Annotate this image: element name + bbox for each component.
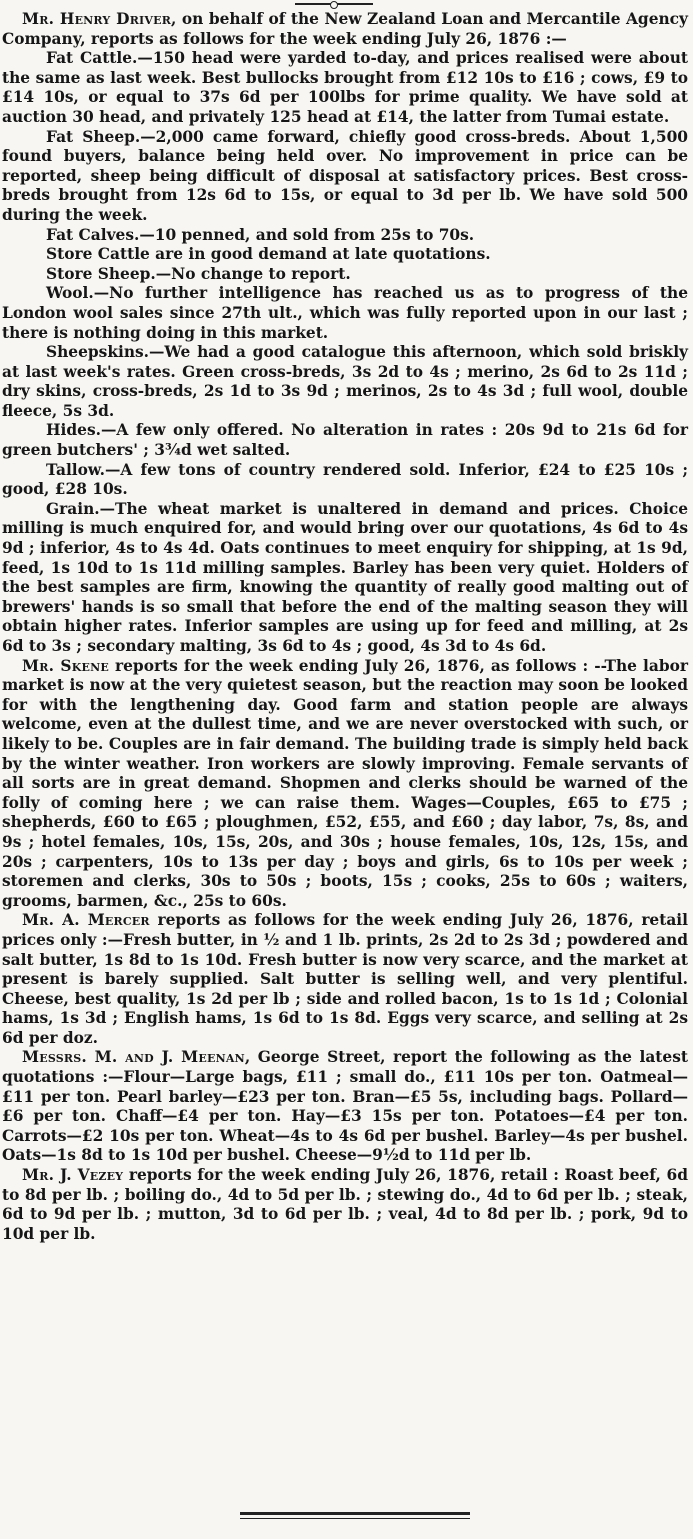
grain-paragraph: Grain.—The wheat market is unaltered in demand and prices. Choice milling is much enquired for, and would bring over our quotations, 4s 6d to 4s 9d ; inferior, 4s to 4s 4d. Oats continues to meet enquiry for shipping, at 1s 9d, feed, 1s 10d to 1s 11d milling samples. Barley has been very quiet. Holders of the best samples are firm, knowing the quantity of really good malting out of brewers' hands is so small that before the end of the malting season they will obtain higher rates. Inferior samples are using up for feed and milling, at 2s 6d to 3s ; secondary malting, 3s 6d to 4s ; good, 4s 3d to 4s 6d. [2, 499, 688, 655]
article-column [2, 10, 688, 1244]
reporter-name: Mr. A. Mercer [22, 911, 150, 930]
bottom-double-rule [240, 1512, 470, 1519]
report-mercer: Mr. A. Mercer reports as follows for the week ending July 26, 1876, retail prices only :—Fresh butter, in ½ and 1 lb. prints, 2s 2d to 2s 3d ; powdered and salt butter, 1s 8d to 1s 10d. Fresh butter is now very scarce, and the market at present is barely supplied. Salt butter is selling well, and very plentiful. Cheese, best quality, 1s 2d per lb ; side and rolled bacon, 1s to 1s 1d ; Colonial hams, 1s 3d ; English hams, 1s 6d to 1s 8d. Eggs very scarce, and selling at 2s 6d per doz. [2, 911, 688, 1047]
reporter-name: Messrs. M. and J. Meenan [22, 1048, 245, 1067]
report-skene: Mr. Skene reports for the week ending July 26, 1876, as follows : --The labor market is now at the very quietest season, but the reaction may soon be looked for with the lengthening day. Good farm and station people are always welcome, even at the dullest time, and we are never overstocked with such, or likely to be. Couples are in fair demand. The building trade is simply held back by the winter weather. Iron workers are slowly improving. Female servants of all sorts are in great demand. Shopmen and clerks should be warned of the folly of coming here ; we can raise them. Wages—Couples, £65 to £75 ; shepherds, £60 to £65 ; ploughmen, £52, £55, and £60 ; day labor, 7s, 8s, and 9s ; hotel females, 10s, 15s, 20s, and 30s ; house females, 10s, 12s, 15s, and 20s ; carpenters, 10s to 13s per day ; boys and girls, 6s to 10s per week ; storemen and clerks, 30s to 50s ; boots, 15s ; cooks, 25s to 60s ; waiters, grooms, barmen, &c., 25s to 60s. [2, 656, 688, 910]
fat-sheep-paragraph: Fat Sheep.—2,000 came forward, chiefly good cross-breds. About 1,500 found buyers, balance being held over. No improvement in price can be reported, sheep being difficult of disposal at satisfactory prices. Best cross-breds brought from 12s 6d to 15s, or equal to 3d per lb. We have sold 500 during the week. [2, 127, 688, 224]
tallow-paragraph: Tallow.—A few tons of country rendered sold. Inferior, £24 to £25 10s ; good, £28 10s. [2, 460, 688, 499]
store-sheep-paragraph: Store Sheep.—No change to report. [46, 264, 351, 283]
reporter-name: Mr. Henry Driver [22, 10, 172, 28]
report-meenan: Messrs. M. and J. Meenan, George Street, report the following as the latest quotations :—Flour—Large bags, £11 ; small do., £11 10s per ton. Oatmeal—£11 per ton. Pearl barley—£23 per ton. Bran—£5 5s, including bags. Pollard—£6 per ton. Chaff—£4 per ton. Hay—£3 15s per ton. Potatoes—£4 per ton. Carrots—£2 10s per ton. Wheat—4s to 4s 6d per bushel. Barley—4s per bushel. Oats—1s 8d to 1s 10d per bushel. Cheese—9½d to 11d per lb. [2, 1048, 688, 1165]
fat-cattle-paragraph: Fat Cattle.—150 head were yarded to-day, and prices realised were about the same as last week. Best bullocks brought from £12 10s to £16 ; cows, £9 to £14 10s, or equal to 37s 6d per 100lbs for prime quality. We have sold at auction 30 head, and privately 125 head at £14, the latter from Tumai estate. [2, 49, 688, 126]
wool-paragraph: Wool.—No further intelligence has reached us as to progress of the London wool sales since 27th ult., which was fully reported upon in our last ; there is nothing doing in this market. [2, 284, 688, 342]
report-vezey: Mr. J. Vezey reports for the week ending July 26, 1876, retail : Roast beef, 6d to 8d per lb. ; boiling do., 4d to 5d per lb. ; stewing do., 4d to 6d per lb. ; steak, 6d to 9d per lb. ; mutton, 3d to 6d per lb. ; veal, 4d to 8d per lb. ; pork, 9d to 10d per lb. [2, 1166, 688, 1243]
sheepskins-paragraph: Sheepskins.—We had a good catalogue this afternoon, which sold briskly at last week's rates. Green cross-breds, 3s 2d to 4s ; merino, 2s 6d to 2s 11d ; dry skins, cross-breds, 2s 1d to 3s 9d ; merinos, 2s to 4s 3d ; full wool, double fleece, 5s 3d. [2, 343, 688, 420]
reporter-name: Mr. J. Vezey [22, 1166, 124, 1185]
rule-thin [240, 1518, 470, 1519]
top-ornament-rule [295, 3, 373, 5]
fat-calves-paragraph: Fat Calves.—10 penned, and sold from 25s to 70s. [46, 225, 475, 244]
store-cattle-paragraph: Store Cattle are in good demand at late quotations. [46, 245, 491, 264]
hides-paragraph: Hides.—A few only offered. No alteration in rates : 20s 9d to 21s 6d for green butchers' ; 3¾d wet salted. [2, 421, 688, 460]
reporter-name: Mr. Skene [22, 656, 109, 675]
report-nz-loan: Mr. Henry Driver, on behalf of the New Zealand Loan and Mercantile Agency Company, reports as follows for the week ending July 26, 1876 :— [2, 10, 688, 48]
rule-thick [240, 1512, 470, 1515]
